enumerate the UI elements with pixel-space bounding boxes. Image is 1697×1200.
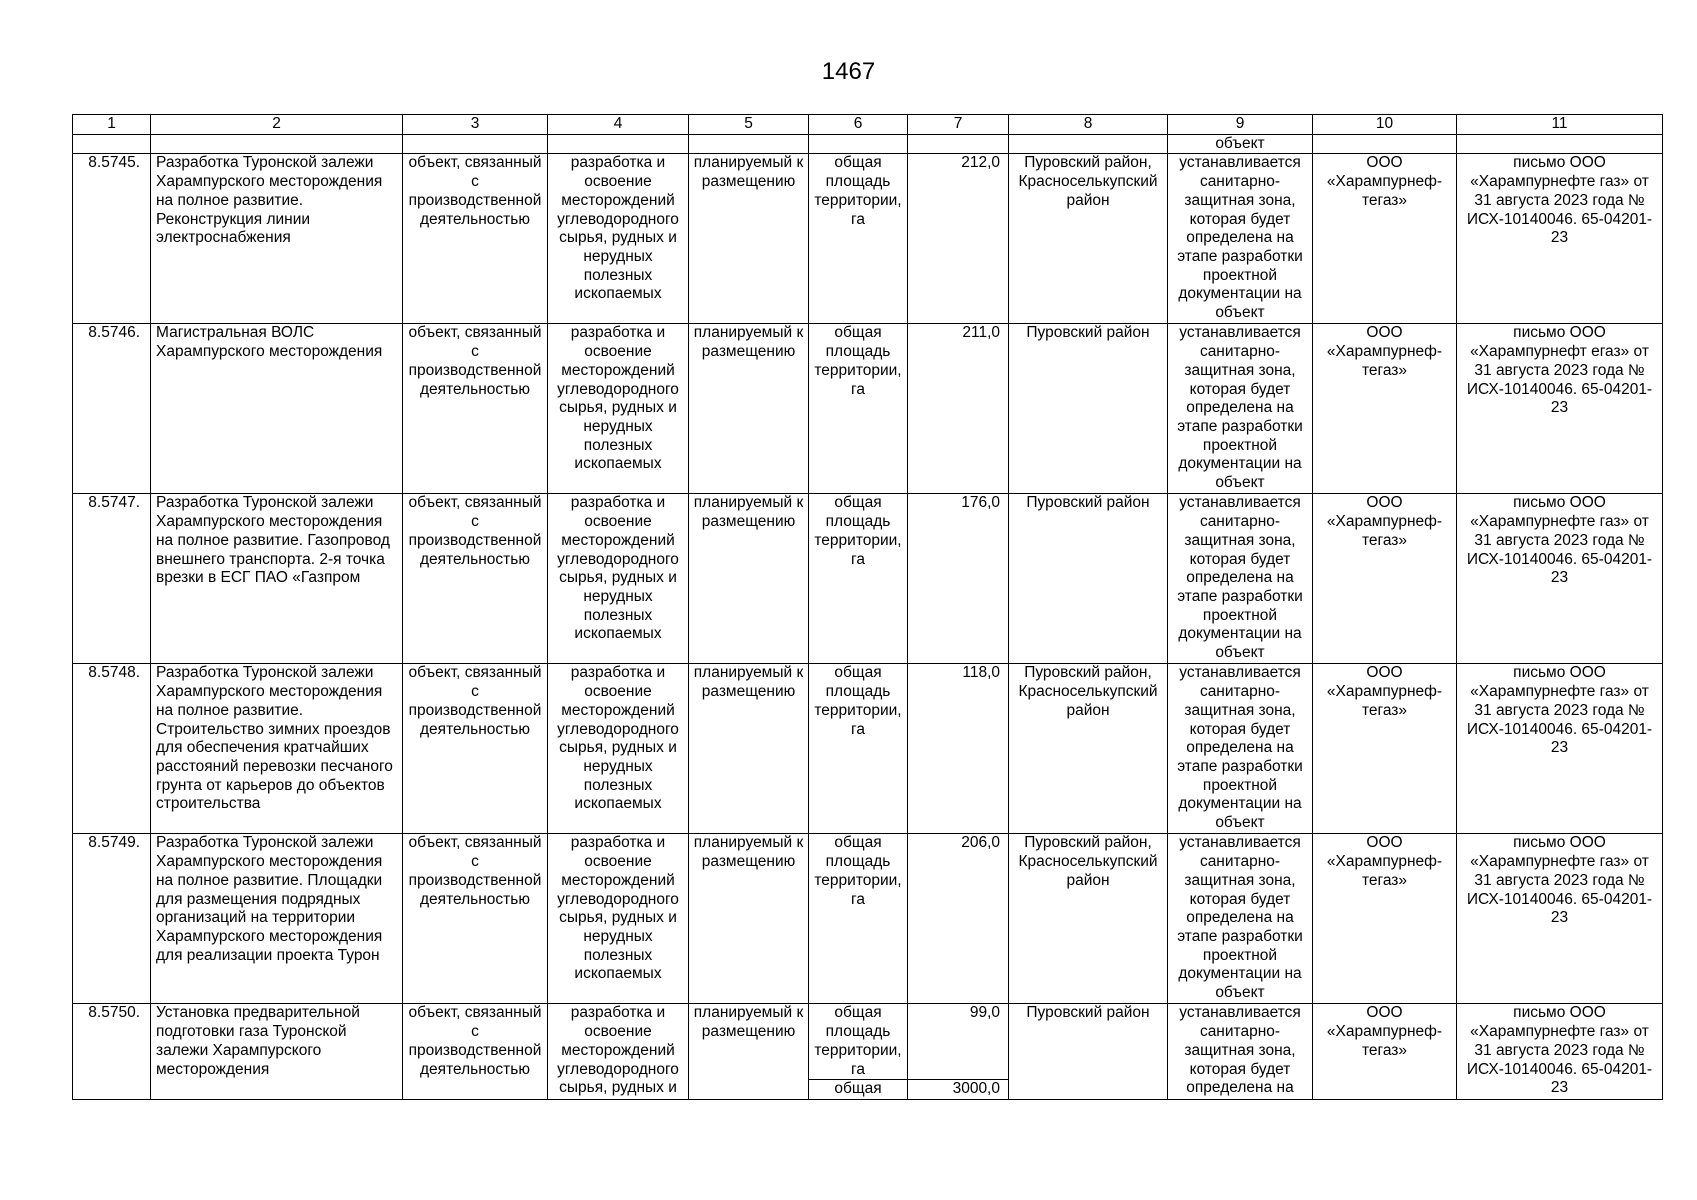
column-header: 7 bbox=[908, 115, 1009, 135]
organization: ООО «Харампурнеф-тегаз» bbox=[1313, 324, 1457, 494]
organization: ООО «Харампурнеф-тегаз» bbox=[1313, 834, 1457, 1004]
continuation-cell: объект bbox=[1168, 134, 1313, 154]
location: Пуровский район, Красноселькупский район bbox=[1009, 664, 1168, 834]
zone-note: устанавливается санитарно-защитная зона, которая будет определена на этапе разработки проектной документации на объект bbox=[1168, 664, 1313, 834]
column-header: 4 bbox=[548, 115, 689, 135]
object-name: Разработка Туронской залежи Харампурского месторождения на полное развитие. Реконструкция линии электроснабжения bbox=[151, 154, 403, 324]
row-number: 8.5747. bbox=[73, 494, 151, 664]
status: планируемый к размещению bbox=[689, 664, 809, 834]
object-type: объект, связанный с производственной деятельностью bbox=[403, 834, 548, 1004]
column-header: 5 bbox=[689, 115, 809, 135]
page-number: 1467 bbox=[821, 58, 876, 85]
characteristic: общая площадь территории, га bbox=[809, 324, 908, 494]
purpose: разработка и освоение месторождений углеводородного сырья, рудных и нерудных полезных ископаемых bbox=[548, 154, 689, 324]
object-type: объект, связанный с производственной деятельностью bbox=[403, 1004, 548, 1100]
organization: ООО «Харампурнеф-тегаз» bbox=[1313, 1004, 1457, 1100]
table-row bbox=[73, 834, 1663, 1004]
purpose: разработка и освоение месторождений углеводородного сырья, рудных и нерудных полезных ископаемых bbox=[548, 324, 689, 494]
status: планируемый к размещению bbox=[689, 154, 809, 324]
value: 176,0 bbox=[908, 494, 1009, 664]
continuation-row bbox=[73, 134, 1663, 154]
location: Пуровский район bbox=[1009, 324, 1168, 494]
zone-note: устанавливается санитарно-защитная зона, которая будет определена на этапе разработки проектной документации на объект bbox=[1168, 834, 1313, 1004]
organization: ООО «Харампурнеф-тегаз» bbox=[1313, 494, 1457, 664]
location: Пуровский район, Красноселькупский район bbox=[1009, 834, 1168, 1004]
row-number: 8.5748. bbox=[73, 664, 151, 834]
column-header: 2 bbox=[151, 115, 403, 135]
object-name: Разработка Туронской залежи Харампурского месторождения на полное развитие. Площадки для размещения подрядных организаций на территории Харампурского месторождения для реализации проекта Турон bbox=[151, 834, 403, 1004]
table-row bbox=[73, 324, 1663, 494]
table-row bbox=[73, 664, 1663, 834]
value: 99,0 bbox=[908, 1004, 1009, 1080]
object-name: Магистральная ВОЛС Харампурского месторождения bbox=[151, 324, 403, 494]
location: Пуровский район bbox=[1009, 1004, 1168, 1100]
value: 211,0 bbox=[908, 324, 1009, 494]
location: Пуровский район bbox=[1009, 494, 1168, 664]
zone-note: устанавливается санитарно-защитная зона, которая будет определена на этапе разработки проектной документации на объект bbox=[1168, 494, 1313, 664]
characteristic: общая площадь территории, га bbox=[809, 664, 908, 834]
column-header: 3 bbox=[403, 115, 548, 135]
column-header: 8 bbox=[1009, 115, 1168, 135]
object-name: Разработка Туронской залежи Харампурского месторождения на полное развитие. Газопровод внешнего транспорта. 2-я точка врезки в ЕСГ ПАО «Газпром bbox=[151, 494, 403, 664]
row-number: 8.5750. bbox=[73, 1004, 151, 1100]
column-header: 6 bbox=[809, 115, 908, 135]
zone-note: устанавливается санитарно-защитная зона, которая будет определена на bbox=[1168, 1004, 1313, 1100]
value: 118,0 bbox=[908, 664, 1009, 834]
object-type: объект, связанный с производственной деятельностью bbox=[403, 324, 548, 494]
column-header: 9 bbox=[1168, 115, 1313, 135]
object-type: объект, связанный с производственной деятельностью bbox=[403, 664, 548, 834]
table-row bbox=[73, 1004, 1663, 1080]
object-name: Установка предварительной подготовки газа Туронской залежи Харампурского месторождения bbox=[151, 1004, 403, 1100]
purpose: разработка и освоение месторождений углеводородного сырья, рудных и нерудных полезных ископаемых bbox=[548, 664, 689, 834]
source-document: письмо ООО «Харампурнефте газ» от 31 августа 2023 года № ИСХ-10140046. 65-04201-23 bbox=[1457, 834, 1663, 1004]
column-header: 10 bbox=[1313, 115, 1457, 135]
row-number: 8.5745. bbox=[73, 154, 151, 324]
zone-note: устанавливается санитарно-защитная зона, которая будет определена на этапе разработки проектной документации на объект bbox=[1168, 324, 1313, 494]
location: Пуровский район, Красноселькупский район bbox=[1009, 154, 1168, 324]
source-document: письмо ООО «Харампурнефте газ» от 31 августа 2023 года № ИСХ-10140046. 65-04201-23 bbox=[1457, 664, 1663, 834]
status: планируемый к размещению bbox=[689, 324, 809, 494]
register-table bbox=[72, 114, 1663, 1100]
column-header: 1 bbox=[73, 115, 151, 135]
object-type: объект, связанный с производственной деятельностью bbox=[403, 154, 548, 324]
characteristic: общая площадь территории, га bbox=[809, 1004, 908, 1080]
source-document: письмо ООО «Харампурнефте газ» от 31 августа 2023 года № ИСХ-10140046. 65-04201-23 bbox=[1457, 154, 1663, 324]
characteristic: общая площадь территории, га bbox=[809, 154, 908, 324]
purpose: разработка и освоение месторождений углеводородного сырья, рудных и bbox=[548, 1004, 689, 1100]
purpose: разработка и освоение месторождений углеводородного сырья, рудных и нерудных полезных ископаемых bbox=[548, 834, 689, 1004]
value: 3000,0 bbox=[908, 1080, 1009, 1100]
organization: ООО «Харампурнеф-тегаз» bbox=[1313, 664, 1457, 834]
status: планируемый к размещению bbox=[689, 834, 809, 1004]
characteristic: общая площадь территории, га bbox=[809, 494, 908, 664]
organization: ООО «Харампурнеф-тегаз» bbox=[1313, 154, 1457, 324]
table-row bbox=[73, 154, 1663, 324]
characteristic: общая площадь территории, га bbox=[809, 834, 908, 1004]
zone-note: устанавливается санитарно-защитная зона, которая будет определена на этапе разработки проектной документации на объект bbox=[1168, 154, 1313, 324]
table-row bbox=[73, 494, 1663, 664]
status: планируемый к размещению bbox=[689, 1004, 809, 1100]
object-name: Разработка Туронской залежи Харампурского месторождения на полное развитие. Строительство зимних проездов для обеспечения кратчайших расстояний перевозки песчаного грунта от карьеров до объектов строительства bbox=[151, 664, 403, 834]
source-document: письмо ООО «Харампурнефт егаз» от 31 августа 2023 года № ИСХ-10140046. 65-04201-23 bbox=[1457, 324, 1663, 494]
value: 206,0 bbox=[908, 834, 1009, 1004]
status: планируемый к размещению bbox=[689, 494, 809, 664]
column-header: 11 bbox=[1457, 115, 1663, 135]
row-number: 8.5749. bbox=[73, 834, 151, 1004]
characteristic: общая bbox=[809, 1080, 908, 1100]
object-type: объект, связанный с производственной деятельностью bbox=[403, 494, 548, 664]
row-number: 8.5746. bbox=[73, 324, 151, 494]
value: 212,0 bbox=[908, 154, 1009, 324]
source-document: письмо ООО «Харампурнефте газ» от 31 августа 2023 года № ИСХ-10140046. 65-04201-23 bbox=[1457, 494, 1663, 664]
source-document: письмо ООО «Харампурнефте газ» от 31 августа 2023 года № ИСХ-10140046. 65-04201-23 bbox=[1457, 1004, 1663, 1100]
header-row bbox=[73, 115, 1663, 135]
purpose: разработка и освоение месторождений углеводородного сырья, рудных и нерудных полезных ископаемых bbox=[548, 494, 689, 664]
